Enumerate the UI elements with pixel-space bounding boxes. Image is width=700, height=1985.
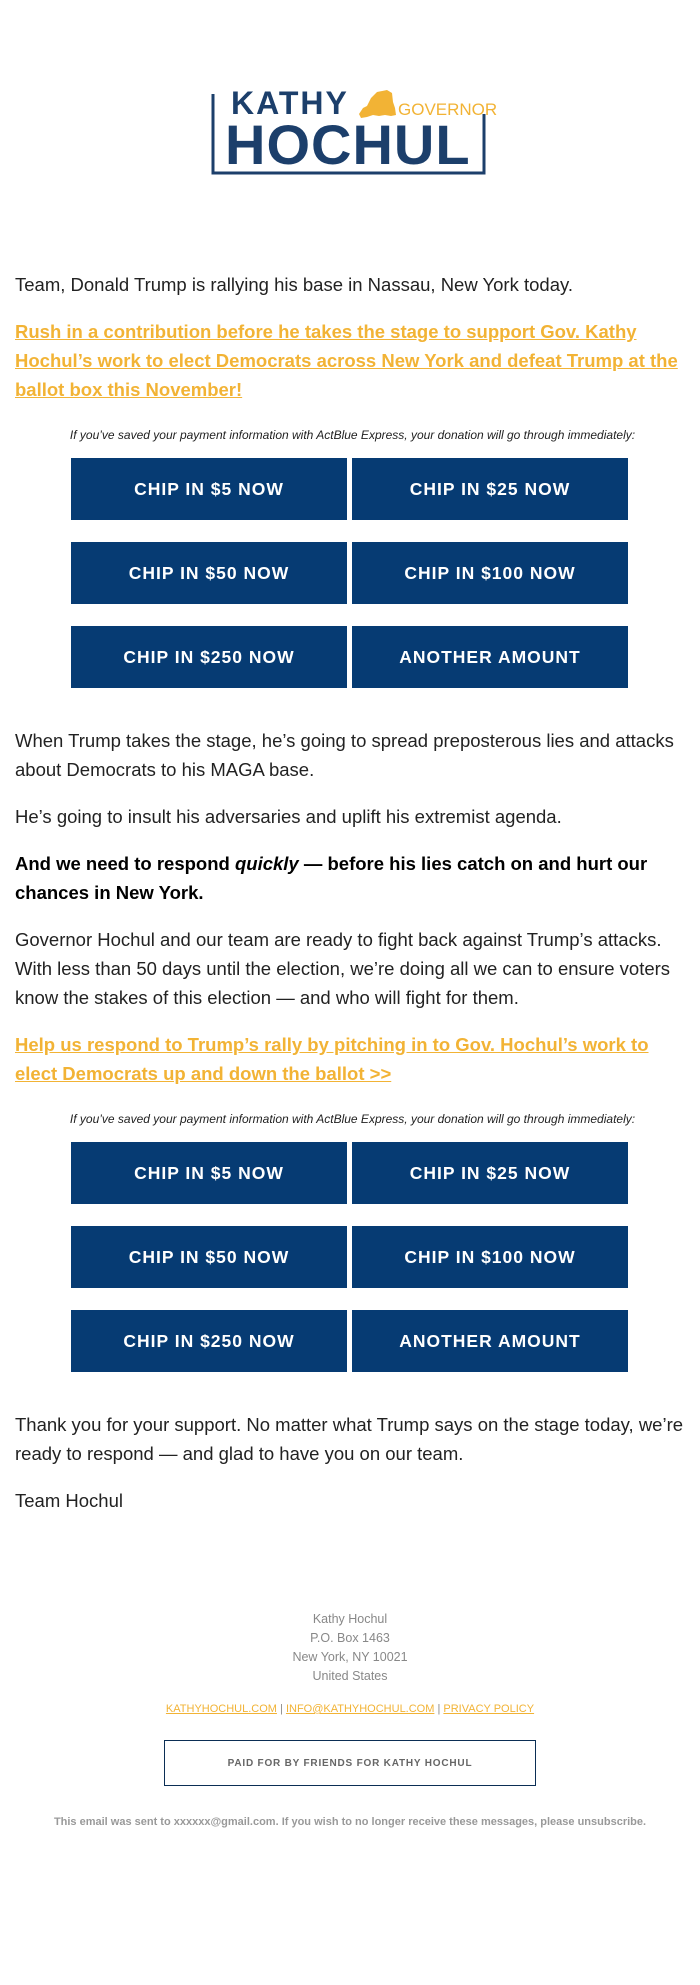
website-link[interactable]: KATHYHOCHUL.COM — [165, 1703, 277, 1715]
chip-in-25-button[interactable]: CHIP IN $25 NOW — [352, 458, 628, 520]
paragraph-4: Governor Hochul and our team are ready to fight back against Trump’s attacks. With less than 50 days until the election, we’re doing all we can to ensure voters know the stakes of this election — and who will fight for them. — [15, 929, 671, 1008]
address-block — [0, 1610, 700, 1686]
footer-links — [0, 1703, 700, 1715]
closing-paragraph: Thank you for your support. No matter what Trump says on the stage today, we’re ready to respond — and glad to have you on our team. — [15, 1414, 684, 1464]
chip-in-5-button[interactable]: CHIP IN $5 NOW — [71, 1142, 347, 1204]
cta-link-2[interactable]: Help us respond to Trump’s rally by pitching in to Gov. Hochul’s work to elect Democrats up and down the ballot >> — [15, 1034, 649, 1084]
chip-in-25-button[interactable]: CHIP IN $25 NOW — [352, 1142, 628, 1204]
cta-link-1[interactable]: Rush in a contribution before he takes the stage to support Gov. Kathy Hochul’s work to elect Democrats across New York and defeat Trump at the ballot box this November! — [15, 321, 678, 400]
signoff: Team Hochul — [15, 1490, 123, 1511]
chip-in-5-button[interactable]: CHIP IN $5 NOW — [71, 458, 347, 520]
email-body — [15, 270, 690, 1515]
po-box: P.O. Box 1463 — [310, 1631, 390, 1645]
chip-in-250-button[interactable]: CHIP IN $250 NOW — [71, 626, 347, 688]
link-separator: | — [280, 1703, 283, 1715]
kathy-hochul-logo — [211, 84, 498, 176]
email-footer — [0, 1610, 700, 1828]
chip-in-100-button[interactable]: CHIP IN $100 NOW — [352, 1226, 628, 1288]
country: United States — [312, 1669, 388, 1683]
paragraph-1: When Trump takes the stage, he’s going to spread preposterous lies and attacks about Democrats to his MAGA base. — [15, 730, 674, 780]
chip-in-50-button[interactable]: CHIP IN $50 NOW — [71, 1226, 347, 1288]
unsubscribe-text[interactable]: This email was sent to xxxxxx@gmail.com. If you wish to no longer receive these messages, please unsubscribe. — [53, 1816, 647, 1828]
paragraph-3-start: And we need to respond — [15, 853, 235, 874]
donation-buttons-2 — [71, 1142, 634, 1372]
chip-in-250-button[interactable]: CHIP IN $250 NOW — [71, 1310, 347, 1372]
logo-name-last: HOCHUL — [225, 113, 471, 176]
donation-buttons-1 — [71, 458, 634, 688]
another-amount-button[interactable]: ANOTHER AMOUNT — [352, 626, 628, 688]
intro-text: Team, Donald Trump is rallying his base in Nassau, New York today. — [15, 274, 574, 295]
email-link[interactable]: INFO@KATHYHOCHUL.COM — [285, 1703, 435, 1715]
actblue-note-1: If you’ve saved your payment information with ActBlue Express, your donation will go through immediately: — [69, 428, 636, 442]
city-line: New York, NY 10021 — [292, 1650, 408, 1664]
paragraph-2: He’s going to insult his adversaries and uplift his extremist agenda. — [15, 806, 562, 827]
another-amount-button[interactable]: ANOTHER AMOUNT — [352, 1310, 628, 1372]
chip-in-100-button[interactable]: CHIP IN $100 NOW — [352, 542, 628, 604]
org-name: Kathy Hochul — [312, 1612, 388, 1626]
paid-for-box: PAID FOR BY FRIENDS FOR KATHY HOCHUL — [164, 1740, 536, 1786]
privacy-policy-link[interactable]: PRIVACY POLICY — [443, 1703, 535, 1715]
link-separator: | — [437, 1703, 441, 1715]
actblue-note-2: If you’ve saved your payment information with ActBlue Express, your donation will go through immediately: — [69, 1112, 636, 1126]
paragraph-3 — [15, 849, 690, 907]
paragraph-3-emphasis: quickly — [234, 853, 299, 874]
chip-in-50-button[interactable]: CHIP IN $50 NOW — [71, 542, 347, 604]
logo-title: GOVERNOR — [398, 100, 498, 119]
paragraph-3-end: — before his lies catch on and hurt our chances in New York. — [15, 853, 648, 903]
logo-name-first: KATHY — [231, 85, 349, 121]
